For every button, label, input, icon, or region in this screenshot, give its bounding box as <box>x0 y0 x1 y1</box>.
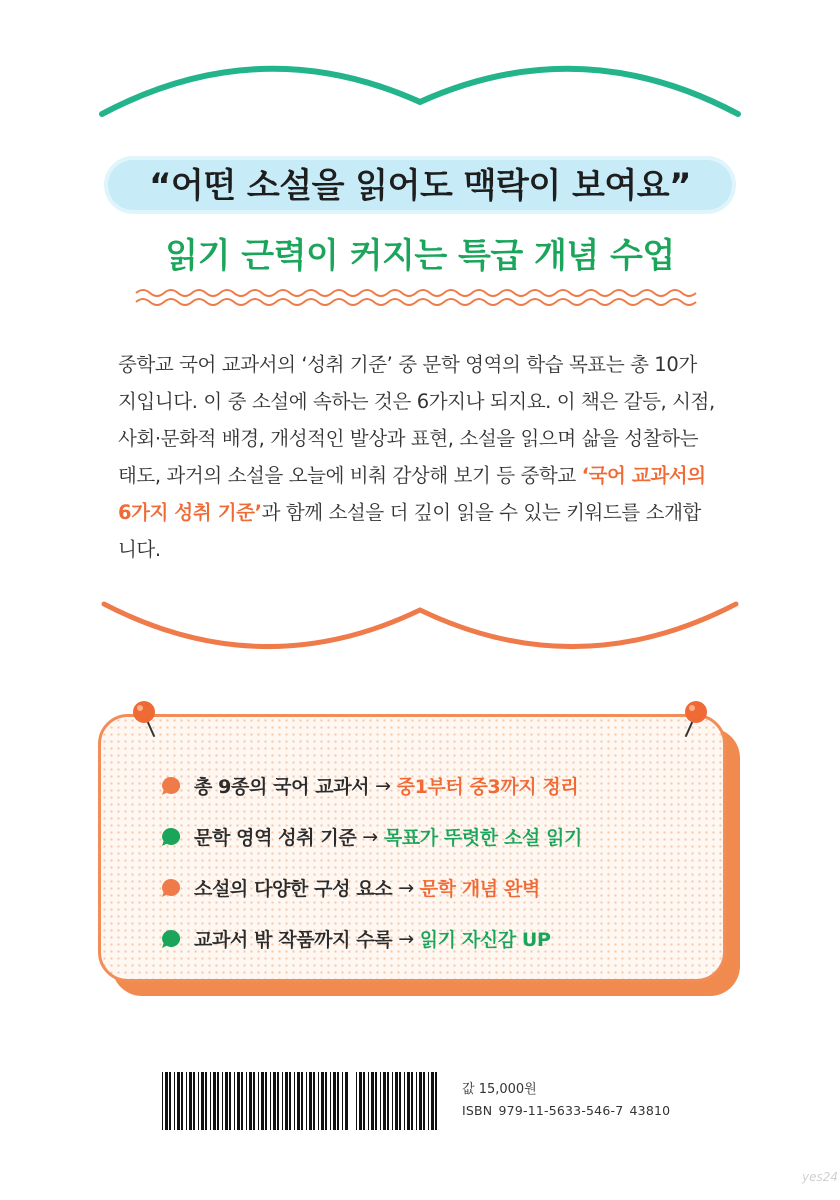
speech-bubble-icon <box>160 928 182 950</box>
isbn-label: ISBN 979-11-5633-546-7 43810 <box>462 1103 671 1118</box>
body-line: 지입니다. 이 중 소설에 속하는 것은 6가지나 되지요. 이 책은 갈등, 시점, <box>118 390 715 413</box>
feature-main-text: 교과서 밖 작품까지 수록 <box>194 929 393 951</box>
feature-accent-text: 중1부터 중3까지 정리 <box>396 776 579 798</box>
speech-bubble-icon <box>160 877 182 899</box>
body-text-segment: 태도, 과거의 소설을 오늘에 비춰 감상해 보기 등 중학교 <box>118 464 582 487</box>
body-line: 사회·문화적 배경, 개성적인 발상과 표현, 소설을 읽으며 삶을 성찰하는 <box>118 427 699 450</box>
isbn-barcode <box>162 1072 348 1130</box>
arrow-icon: → <box>362 825 378 848</box>
subheadline: 읽기 근력이 커지는 특급 개념 수업 <box>165 236 675 276</box>
body-paragraph <box>118 346 730 568</box>
speech-bubble-icon <box>160 775 182 797</box>
wavy-divider <box>134 286 708 308</box>
bottom-arch-decoration <box>0 590 840 650</box>
addon-barcode <box>356 1072 442 1130</box>
feature-accent-text: 목표가 뚜렷한 소설 읽기 <box>383 827 582 849</box>
pushpin-icon <box>674 700 710 742</box>
feature-accent-text: 문학 개념 완벽 <box>419 878 540 900</box>
watermark-logo: yes24 <box>802 1170 839 1184</box>
top-arch-decoration <box>0 0 840 130</box>
feature-item <box>160 862 720 913</box>
highlight-text: 6가지 성취 기준’ <box>118 501 262 524</box>
body-line <box>118 457 730 494</box>
feature-main-text: 총 9종의 국어 교과서 <box>194 776 370 798</box>
arrow-icon: → <box>398 927 414 950</box>
arrow-icon: → <box>398 876 414 899</box>
feature-list <box>160 760 720 964</box>
body-line <box>118 494 730 531</box>
speech-bubble-icon <box>160 826 182 848</box>
feature-item <box>160 913 720 964</box>
body-line: 중학교 국어 교과서의 ‘성취 기준’ 중 문학 영역의 학습 목표는 총 10가 <box>118 353 697 376</box>
feature-item <box>160 760 720 811</box>
price-label: 값 15,000원 <box>462 1082 537 1097</box>
feature-item <box>160 811 720 862</box>
headline: “어떤 소설을 읽어도 맥락이 보여요” <box>149 166 691 206</box>
feature-accent-text: 읽기 자신감 UP <box>419 929 551 951</box>
feature-main-text: 문학 영역 성취 기준 <box>194 827 357 849</box>
arrow-icon: → <box>375 774 391 797</box>
feature-main-text: 소설의 다양한 구성 요소 <box>194 878 393 900</box>
headline-container <box>0 158 840 207</box>
body-line: 니다. <box>118 538 161 561</box>
pushpin-icon <box>130 700 166 742</box>
highlight-text: ‘국어 교과서의 <box>581 464 706 487</box>
body-text-segment: 과 함께 소설을 더 깊이 읽을 수 있는 키워드를 소개합 <box>261 501 701 524</box>
